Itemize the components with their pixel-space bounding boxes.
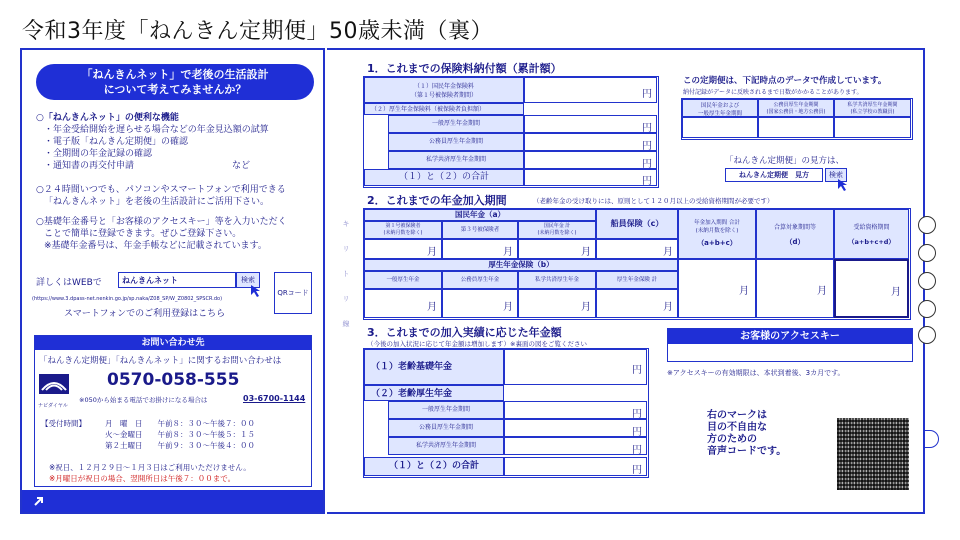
kousei-col-1: 一般厚生年金 [364, 271, 442, 289]
amt-koumuin-value [504, 419, 647, 437]
banner-line-2: について考えてみませんか？ [103, 83, 247, 96]
row-shigaku-label: 私学共済厚生年金期間 [388, 151, 524, 169]
nenkin-net-url: (https://www.3.dpass-net.nenkin.go.jp/sp.naka/Z08_SP/W_Z0802_SPSCR.do) [32, 296, 223, 302]
gassan-header [756, 209, 834, 259]
data-as-of-note: この定期便は、下記時点のデータで作成しています。 [683, 76, 887, 86]
hours-row: 第２土曜日 午前９：３０～午後４：００ [105, 441, 255, 450]
amt-total-value [504, 457, 647, 476]
kousei-col-3: 私学共済厚生年金 [518, 271, 596, 289]
anytime-line-2: 「ねんきんネット」を老後の生活設計にご活用下さい。 [44, 197, 270, 207]
howto-search-field[interactable]: ねんきん定期便 見方 [725, 168, 823, 182]
contact-box [34, 335, 312, 487]
kokumin-val-3 [518, 239, 596, 259]
arrow-up-right-icon [32, 494, 46, 508]
web-label: 詳しくはWEBで [36, 278, 102, 288]
qr-code-placeholder[interactable]: QRコード [274, 272, 312, 314]
enrollment-period-table [363, 208, 911, 320]
total-period-formula: （a+b+c） [697, 239, 737, 247]
phone-alt-number[interactable]: 03-6700-1144 [243, 394, 306, 403]
jukyu-value [834, 259, 909, 318]
page-title: 令和3年度「ねんきん定期便」50歳未満（裏） [22, 19, 493, 44]
data-date-table [681, 98, 913, 140]
anytime-line-1: ○２４時間いつでも、パソコンやスマートフォンで利用できる [36, 185, 286, 195]
yen-unit: 円 [632, 365, 642, 376]
amt-shigaku-value [504, 437, 647, 455]
access-key-box [667, 328, 913, 362]
section1-title: 1．これまでの保険料納付額（累計額） [367, 62, 562, 75]
jukyu-header [834, 209, 909, 259]
kokumin-col-2: 第３号被保険者 [442, 221, 518, 239]
hours-row: 月 曜 日 午前８：３０～午後７：００ [105, 419, 255, 428]
cursor-icon [250, 284, 264, 298]
month-unit: 月 [663, 302, 673, 313]
row-national-pension-label: （１）国民年金保険料 （第１号被保険者期間） [364, 77, 524, 103]
amt-shigaku-label: 私学共済厚生年金期間 [388, 437, 504, 455]
senin-header: 船員保険（c） [596, 209, 678, 239]
voice-line: 右のマークは [707, 410, 767, 421]
row-koumuin-label: 公務員厚生年金期間 [388, 133, 524, 151]
section3-title: 3．これまでの加入実績に応じた年金額 [367, 326, 562, 339]
date-col-1-value [682, 117, 758, 138]
howto-search-button[interactable]: 検索 [825, 168, 847, 182]
row-employee-pension-label: （２）厚生年金保険料（被保険者負担額） [364, 103, 524, 115]
kousei-val-1 [364, 289, 442, 318]
punch-hole [918, 326, 936, 344]
howto-label: 「ねんきん定期便」の見方は、 [725, 156, 845, 166]
yen-unit: 円 [642, 123, 652, 134]
punch-hole [918, 300, 936, 318]
amt-ippan-label: 一般厚生年金期間 [388, 401, 504, 419]
month-unit: 月 [891, 287, 901, 298]
date-col-2-label: 公務員厚生年金期間 (国家公務員・地方公務員) [758, 99, 834, 117]
row-koumuin-value [524, 133, 657, 151]
hours-row: 火～金曜日 午前８：３０～午後５：１５ [105, 430, 255, 439]
kousei-val-4 [596, 289, 678, 318]
section2-note: （老齢年金の受け取りには、原則として１２０月以上の受給資格期間が必要です） [533, 197, 774, 205]
yen-unit: 円 [642, 89, 652, 100]
yen-unit: 円 [632, 427, 642, 438]
feature-item: ・全期間の年金記録の確認 [44, 149, 153, 159]
total-period-label: 年金加入期間 合計 (未納月数を除く) [694, 220, 740, 234]
month-unit: 月 [663, 247, 673, 258]
yen-unit: 円 [642, 141, 652, 152]
kokumin-col-1: 第１号被保険者 (未納月数を除く) [364, 221, 442, 239]
voice-code-text [707, 410, 786, 458]
row-total-label: （１）と（２）の合計 [364, 169, 524, 186]
register-note: ※基礎年金番号は、年金手帳などに記載されています。 [44, 241, 267, 251]
contact-heading: お問い合わせ先 [35, 336, 311, 350]
month-unit: 月 [581, 302, 591, 313]
basic-pension-label: （１）老齢基礎年金 [364, 349, 504, 385]
month-unit: 月 [427, 247, 437, 258]
amt-ippan-value [504, 401, 647, 419]
yen-unit: 円 [642, 159, 652, 170]
senin-value [596, 239, 678, 259]
date-col-2-value [758, 117, 834, 138]
yen-unit: 円 [632, 445, 642, 456]
access-key-heading: お客様のアクセスキー [668, 329, 912, 344]
section3-note: （今後の加入状況に応じて年金額は増加します）※裏面の図をご覧ください [367, 340, 587, 348]
jukyu-label: 受給資格期間 [853, 224, 890, 231]
row-shigaku-value [524, 151, 657, 169]
total-period-header [678, 209, 756, 259]
yen-unit: 円 [632, 465, 642, 476]
web-search-field[interactable]: ねんきんネット [118, 272, 236, 288]
nenkin-net-banner [36, 64, 314, 100]
search-button[interactable]: 検索 [236, 272, 260, 288]
jukyu-formula: （a+b+c+d） [848, 238, 895, 246]
row-ippan-label: 一般厚生年金期間 [388, 115, 524, 133]
punch-hole [918, 272, 936, 290]
amt-koumuin-label: 公務員厚生年金期間 [388, 419, 504, 437]
date-col-1-label: 国民年金および 一般厚生年金期間 [682, 99, 758, 117]
bottom-bar [22, 490, 323, 512]
voice-code-image [837, 418, 909, 490]
month-unit: 月 [739, 286, 749, 297]
navi-dial-label: ナビダイヤル [38, 403, 68, 409]
pension-notice-back [20, 48, 945, 516]
date-col-3-label: 私学共済厚生年金期間 (私立学校の教職員) [834, 99, 911, 117]
date-col-3-value [834, 117, 911, 138]
gassan-formula: （d） [785, 238, 805, 246]
month-unit: 月 [503, 302, 513, 313]
row-ippan-value [524, 115, 657, 133]
contact-subtitle: 「ねんきん定期便」「ねんきんネット」に関するお問い合わせは [39, 356, 282, 366]
feature-item: ・電子版「ねんきん定期便」の確認 [44, 137, 189, 147]
section2-title: 2．これまでの年金加入期間 [367, 194, 507, 207]
yen-unit: 円 [642, 176, 652, 187]
amt-total-label: （１）と（２）の合計 [364, 457, 504, 476]
smartphone-note: スマートフォンでのご利用登録はこちら [64, 309, 226, 319]
data-delay-note: 納付記録がデータに反映されるまで日数がかかることがあります。 [683, 89, 863, 96]
cursor-icon [837, 178, 851, 192]
kousei-col-4: 厚生年金保険 計 [596, 271, 678, 289]
punch-hole [918, 244, 936, 262]
banner-line-1: 「ねんきんネット」で老後の生活設計 [81, 68, 269, 81]
kokumin-col-3: 国民年金 計 (未納月数を除く) [518, 221, 596, 239]
right-panel [327, 48, 925, 514]
month-unit: 月 [817, 286, 827, 297]
row-total-value [524, 169, 657, 186]
yen-unit: 円 [632, 409, 642, 420]
voice-line: 目の不自由な [707, 422, 767, 433]
premium-table [363, 76, 659, 188]
navi-dial-logo-icon [39, 374, 69, 400]
voice-line: 音声コードです。 [707, 446, 787, 457]
pension-amount-table [363, 348, 649, 478]
hours-label: 【受付時間】 [41, 419, 86, 428]
kousei-header: 厚生年金保険（b） [364, 259, 678, 271]
gassan-label: 合算対象期間等 [773, 224, 816, 231]
feature-item: ・通知書の再交付申請 [44, 161, 135, 171]
cut-line-label: キリトリ線 [342, 220, 350, 345]
holiday-note-2: ※月曜日が祝日の場合、翌開所日は午後７：００まで。 [49, 474, 236, 483]
kousei-col-2: 公務員厚生年金 [442, 271, 518, 289]
punch-hole [918, 216, 936, 234]
features-heading: ○「ねんきんネット」の便利な機能 [36, 113, 179, 123]
holiday-note-1: ※祝日、１２月２９日～１月３日はご利用いただけません。 [49, 463, 251, 472]
feature-etc: など [232, 161, 251, 171]
total-period-value [678, 259, 756, 318]
month-unit: 月 [503, 247, 513, 258]
edge-notch [925, 430, 939, 448]
left-panel [20, 48, 325, 514]
kokumin-val-2 [442, 239, 518, 259]
employee-pension-label: （２）老齢厚生年金 [364, 385, 504, 401]
kokumin-header: 国民年金（a） [364, 209, 596, 221]
row-national-pension-value [524, 77, 657, 103]
feature-item: ・年金受給開始を遅らせる場合などの年金見込額の試算 [44, 125, 269, 135]
phone-alt-note: ※050から始まる電話でお掛けになる場合は [79, 396, 208, 404]
month-unit: 月 [427, 302, 437, 313]
month-unit: 月 [581, 247, 591, 258]
kousei-val-2 [442, 289, 518, 318]
basic-pension-value [504, 349, 647, 385]
voice-line: 方のための [707, 434, 757, 445]
register-line-2: ことで簡単に登録できます。ぜひご登録下さい。 [44, 229, 242, 239]
access-key-note: ※アクセスキーの有効期限は、本状到着後、3カ月です。 [667, 369, 845, 377]
kokumin-val-1 [364, 239, 442, 259]
kousei-val-3 [518, 289, 596, 318]
contact-phone[interactable]: 0570-058-555 [107, 370, 240, 390]
gassan-value [756, 259, 834, 318]
register-line-1: ○基礎年金番号と「お客様のアクセスキー」等を入力いただく [36, 217, 287, 227]
